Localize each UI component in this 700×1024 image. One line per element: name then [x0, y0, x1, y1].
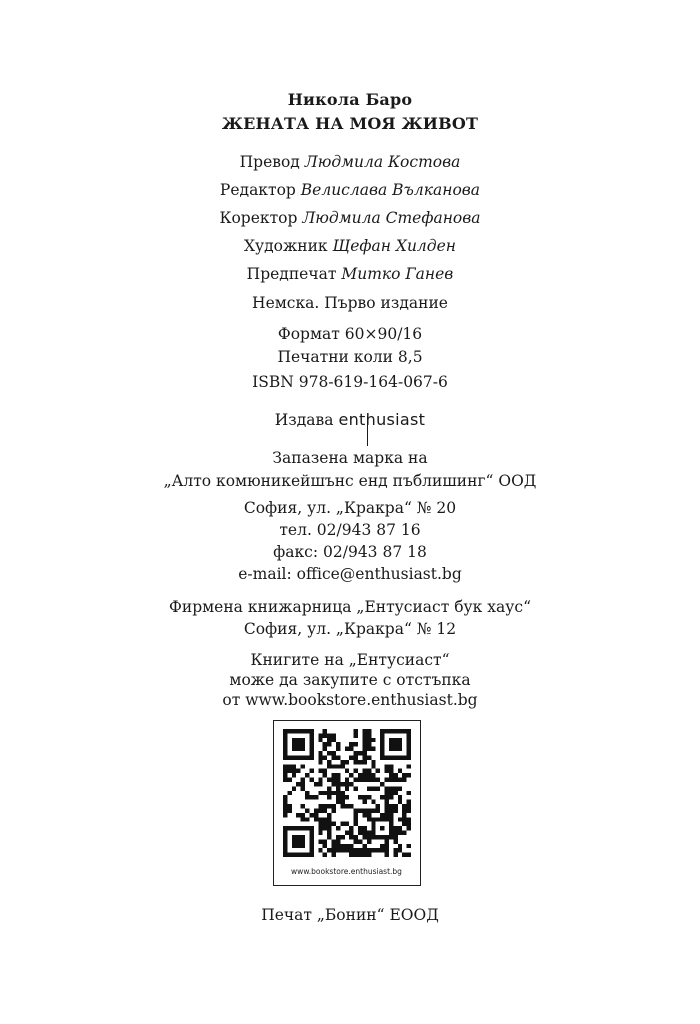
trademark-line-2: „Алто комюникейшънс енд пъблишинг“ ООД	[163, 472, 537, 490]
bookstore-line-1: Фирмена книжарница „Ентусиаст бук хаус“	[169, 598, 531, 616]
qr-code-icon	[283, 729, 411, 857]
credit-name: Митко Ганев	[341, 265, 454, 283]
credit-role: Превод	[239, 153, 300, 171]
phone-line: тел. 02/943 87 16	[279, 521, 421, 539]
publisher-line	[0, 410, 700, 430]
publisher-label: Издава	[274, 411, 334, 429]
online-line-2: може да закупите с отстъпка	[229, 671, 471, 689]
online-line-3: от www.bookstore.enthusiast.bg	[222, 691, 478, 709]
credit-name: Велислава Вълканова	[300, 181, 481, 199]
email-line: e-mail: office@enthusiast.bg	[238, 565, 462, 583]
format-line: Формат 60×90/16	[277, 325, 423, 343]
publisher-logo: enthusiast	[338, 410, 426, 429]
isbn-line: ISBN 978-619-164-067-6	[252, 373, 448, 391]
credit-name: Людмила Стефанова	[302, 209, 481, 227]
fax-line: факс: 02/943 87 18	[273, 543, 427, 561]
credit-proofreader	[0, 208, 700, 228]
author-name: Никола Баро	[287, 90, 413, 109]
credit-artist	[0, 236, 700, 256]
credit-prepress	[0, 264, 700, 284]
bookstore-line-2: София, ул. „Кракра“ № 12	[243, 620, 457, 638]
credit-name: Людмила Костова	[304, 153, 461, 171]
printed-sheets-line: Печатни коли 8,5	[277, 348, 423, 366]
qr-caption: www.bookstore.enthusiast.bg	[291, 867, 402, 876]
book-title: ЖЕНАТА НА МОЯ ЖИВОТ	[221, 114, 479, 133]
trademark-line-1: Запазена марка на	[272, 449, 428, 467]
credit-role: Художник	[243, 237, 328, 255]
edition-line: Немска. Първо издание	[252, 294, 448, 312]
printer-line: Печат „Бонин“ ЕООД	[261, 906, 439, 924]
credit-editor	[0, 180, 700, 200]
credit-role: Коректор	[219, 209, 298, 227]
online-line-1: Книгите на „Ентусиаст“	[250, 651, 450, 669]
address-line: София, ул. „Кракра“ № 20	[243, 499, 457, 517]
credit-role: Предпечат	[246, 265, 337, 283]
qr-code-box	[273, 720, 421, 886]
credit-name: Щефан Хилден	[332, 237, 457, 255]
credit-translator	[0, 152, 700, 172]
credit-role: Редактор	[219, 181, 296, 199]
